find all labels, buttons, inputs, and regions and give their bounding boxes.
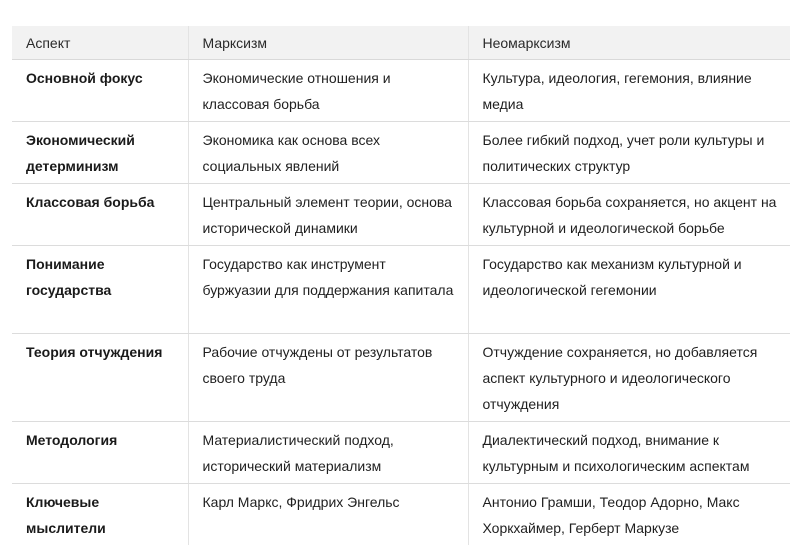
cell-marxism: Материалистический подход, исторический материализм: [188, 422, 468, 484]
cell-neomarxism: Государство как механизм культурной и идеологической гегемонии: [468, 246, 790, 334]
cell-aspect: Экономический детерминизм: [12, 122, 188, 184]
cell-neomarxism: Диалектический подход, внимание к культурным и психологическим аспектам: [468, 422, 790, 484]
cell-marxism: Государство как инструмент буржуазии для поддержания капитала: [188, 246, 468, 334]
cell-marxism: Экономика как основа всех социальных явлений: [188, 122, 468, 184]
cell-marxism: Экономические отношения и классовая борьба: [188, 60, 468, 122]
cell-marxism: Карл Маркс, Фридрих Энгельс: [188, 484, 468, 546]
header-marxism: Марксизм: [188, 26, 468, 60]
table-row: [12, 60, 790, 122]
table-header-row: [12, 26, 790, 60]
cell-aspect: Методология: [12, 422, 188, 484]
cell-neomarxism: Более гибкий подход, учет роли культуры и политических структур: [468, 122, 790, 184]
cell-aspect: Ключевые мыслители: [26, 494, 106, 536]
cell-marxism: Центральный элемент теории, основа исторической динамики: [188, 184, 468, 246]
table-row: [12, 122, 790, 184]
cell-neomarxism: Отчуждение сохраняется, но добавляется аспект культурного и идеологического отчуждения: [468, 334, 790, 422]
cell-neomarxism: Антонио Грамши, Теодор Адорно, Макс Хоркхаймер, Герберт Маркузе: [468, 484, 790, 546]
table-row: [12, 246, 790, 334]
table-row: [12, 184, 790, 246]
cell-aspect: Понимание государства: [12, 246, 188, 334]
cell-aspect: Теория отчуждения: [12, 334, 188, 422]
cell-aspect: Основной фокус: [12, 60, 188, 122]
cell-neomarxism: Культура, идеология, гегемония, влияние медиа: [468, 60, 790, 122]
header-neomarxism: Неомарксизм: [468, 26, 790, 60]
table-row: [12, 334, 790, 422]
table-row: [12, 422, 790, 484]
table-row: [12, 484, 790, 546]
comparison-table: [12, 26, 790, 545]
header-aspect: Аспект: [12, 26, 188, 60]
cell-neomarxism: Классовая борьба сохраняется, но акцент на культурной и идеологической борьбе: [468, 184, 790, 246]
cell-aspect: Классовая борьба: [12, 184, 188, 246]
cell-marxism: Рабочие отчуждены от результатов своего труда: [188, 334, 468, 422]
